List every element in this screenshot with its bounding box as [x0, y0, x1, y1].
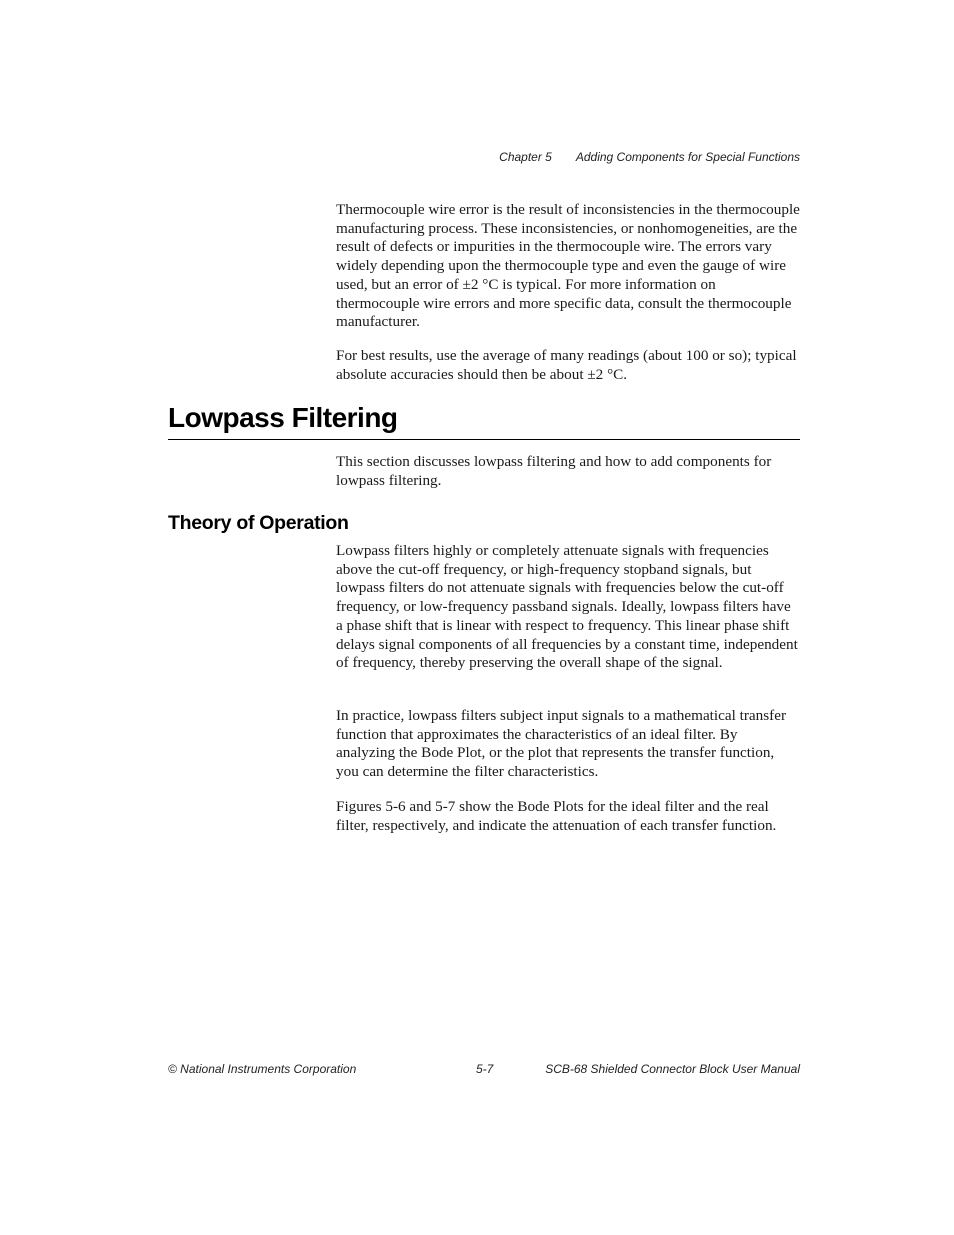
section-heading: Lowpass Filtering [168, 400, 800, 440]
page-number: 5-7 [476, 1062, 494, 1076]
footer-copyright: © National Instruments Corporation [168, 1062, 357, 1076]
paragraph-lowpass-definition: Lowpass filters highly or completely attenuate signals with frequencies above the cut-off frequency, or high-frequency stopband signals, but lowpass filters do not attenuate signals with frequencies below the cut-off frequency, or low-frequency passband signals. Ideally, lowpass filters have a phase shift that is linear with respect to frequency. This linear phase shift delays signal components of all frequencies by a constant time, independent of frequency, thereby preserving the overall shape of the signal. [336, 542, 798, 672]
chapter-number: Chapter 5 [499, 150, 552, 164]
running-header [499, 150, 800, 164]
footer-manual-title: SCB-68 Shielded Connector Block User Manual [545, 1062, 800, 1076]
paragraph-wire-error: Thermocouple wire error is the result of inconsistencies in the thermocouple manufacturing process. These inconsistencies, or nonhomogeneities, are the result of defects or impurities in the thermocouple wire. The errors vary widely depending upon the thermocouple type and even the gauge of wire used, but an error of ±2 °C is typical. For more information on thermocouple wire errors and more specific data, consult the thermocouple manufacturer. [336, 201, 800, 331]
paragraph-best-results: For best results, use the average of many readings (about 100 or so); typical absolute accuracies should then be about ±2 °C. [336, 347, 797, 383]
paragraph-bode-plots: Figures 5-6 and 5-7 show the Bode Plots for the ideal filter and the real filter, respectively, and indicate the attenuation of each transfer function. [336, 798, 777, 834]
chapter-title: Adding Components for Special Functions [575, 150, 800, 164]
section-intro: This section discusses lowpass filtering and how to add components for lowpass filtering. [336, 453, 772, 489]
paragraph-transfer-function: In practice, lowpass filters subject input signals to a mathematical transfer function that approximates the characteristics of an ideal filter. By analyzing the Bode Plot, or the plot that represents the transfer function, you can determine the filter characteristics. [336, 707, 786, 781]
subsection-heading: Theory of Operation [168, 512, 349, 534]
